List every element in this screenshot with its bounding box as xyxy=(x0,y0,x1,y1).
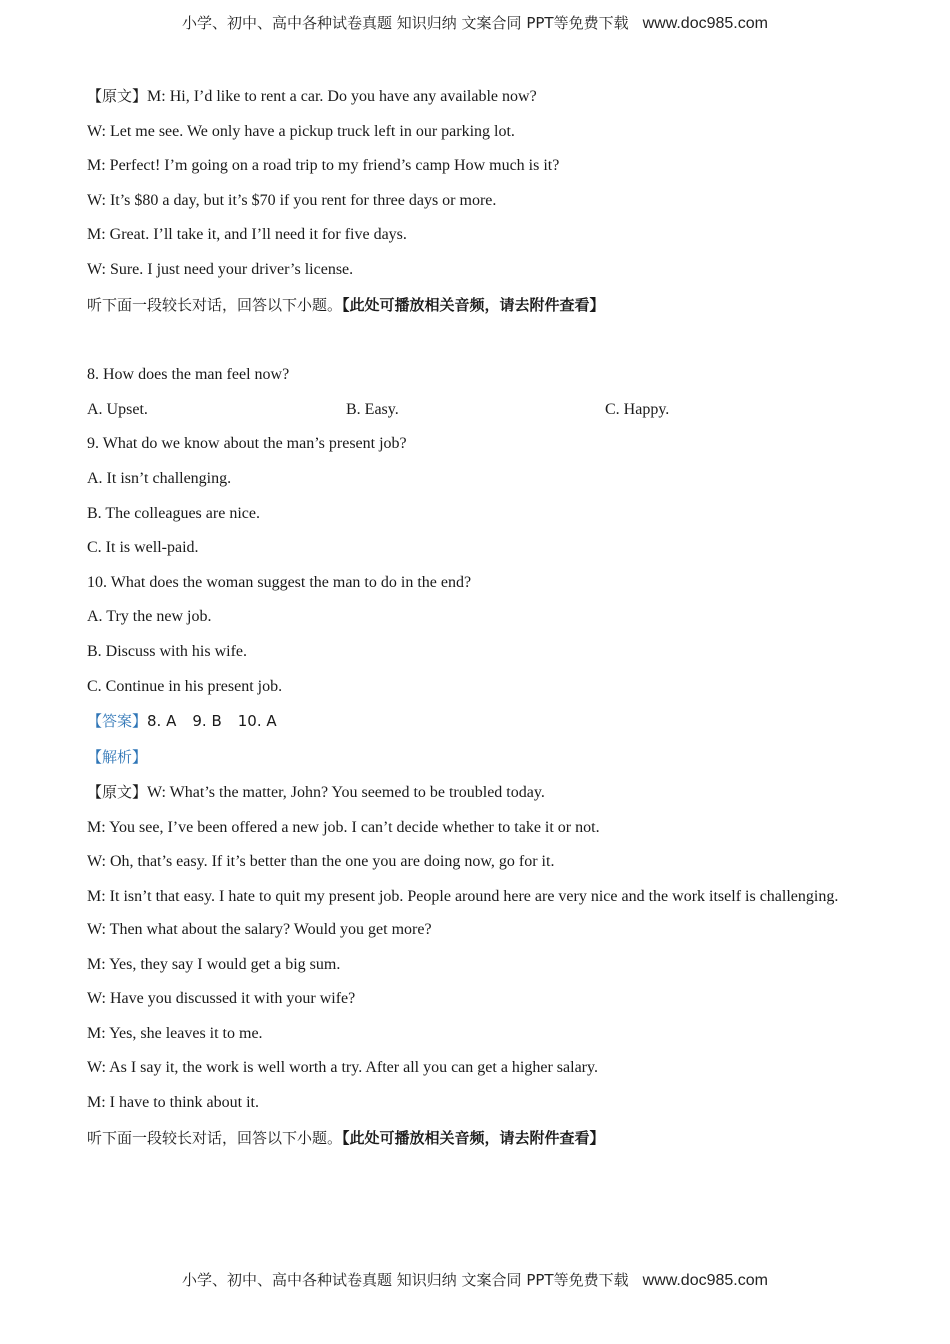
header-banner xyxy=(0,12,950,33)
dialogue-line: M: Perfect! I’m going on a road trip to my friend’s camp How much is it? xyxy=(87,157,560,175)
analysis-line xyxy=(87,747,877,768)
answer-tag: 【答案】 xyxy=(87,712,148,731)
dialogue-line: W: It’s $80 a day, but it’s $70 if you rent for three days or more. xyxy=(87,191,497,209)
original-text-tag: 【原文】 xyxy=(87,783,148,802)
original-text-tag: 【原文】 xyxy=(87,87,148,105)
listening-instruction: 听下面一段较长对话，回答以下小题。【此处可播放相关音频，请去附件查看】 xyxy=(87,1128,605,1147)
option-b: B. Easy. xyxy=(346,400,399,418)
footer-banner xyxy=(0,1269,950,1290)
option-c: C. Continue in his present job. xyxy=(87,677,283,695)
dialogue-line: M: Great. I’ll take it, and I’ll need it for five days. xyxy=(87,226,407,244)
option-a: A. Upset. xyxy=(87,400,148,418)
option-a: A. Try the new job. xyxy=(87,608,212,626)
audio-note: 【此处可播放相关音频，请去附件查看】 xyxy=(342,1128,605,1147)
footer-url[interactable]: www.doc985.com xyxy=(642,1272,768,1289)
header-url[interactable]: www.doc985.com xyxy=(642,15,768,32)
dialogue-line: W: As I say it, the work is well worth a try. After all you can get a higher salary. xyxy=(87,1059,598,1077)
audio-note: 【此处可播放相关音频，请去附件查看】 xyxy=(342,295,605,314)
dialogue-line: W: Have you discussed it with your wife? xyxy=(87,990,356,1008)
question-9-stem: 9. What do we know about the man’s present job? xyxy=(87,435,407,453)
dialogue-line: M: It isn’t that easy. I hate to quit my present job. People around here are very nice and the work itself is challenging. xyxy=(87,888,839,906)
dialogue-line: M: Yes, she leaves it to me. xyxy=(87,1024,263,1042)
option-b: B. The colleagues are nice. xyxy=(87,504,260,522)
dialogue-line: M: I have to think about it. xyxy=(87,1094,259,1112)
listening-instruction: 听下面一段较长对话，回答以下小题。【此处可播放相关音频，请去附件查看】 xyxy=(87,295,605,314)
option-c: C. Happy. xyxy=(605,400,670,418)
dialogue-line: W: Let me see. We only have a pickup truck left in our parking lot. xyxy=(87,122,515,140)
dialogue-line: 【原文】M: Hi, I’d like to rent a car. Do you have any available now? xyxy=(87,87,537,105)
answer-values: 8. A 9. B 10. A xyxy=(147,712,277,731)
footer-text: 小学、初中、高中各种试卷真题 知识归纳 文案合同 PPT等免费下载 xyxy=(182,1271,629,1289)
document-body xyxy=(87,86,877,1163)
dialogue-line: M: You see, I’ve been offered a new job. I can’t decide whether to take it or not. xyxy=(87,818,600,836)
dialogue-line: W: Then what about the salary? Would you get more? xyxy=(87,921,432,939)
option-b: B. Discuss with his wife. xyxy=(87,642,247,660)
dialogue-line: W: Oh, that’s easy. If it’s better than the one you are doing now, go for it. xyxy=(87,853,555,871)
header-text: 小学、初中、高中各种试卷真题 知识归纳 文案合同 PPT等免费下载 xyxy=(182,14,629,32)
spacer xyxy=(87,330,877,365)
analysis-tag: 【解析】 xyxy=(87,747,148,766)
dialogue-line: M: Yes, they say I would get a big sum. xyxy=(87,955,341,973)
question-8-options xyxy=(87,400,877,420)
question-8-stem: 8. How does the man feel now? xyxy=(87,366,290,384)
option-c: C. It is well-paid. xyxy=(87,539,199,557)
dialogue-line: 【原文】W: What’s the matter, John? You seemed to be troubled today. xyxy=(87,783,545,802)
option-a: A. It isn’t challenging. xyxy=(87,469,232,487)
answer-line xyxy=(87,711,877,732)
dialogue-line: W: Sure. I just need your driver’s license. xyxy=(87,260,354,278)
question-10-stem: 10. What does the woman suggest the man to do in the end? xyxy=(87,573,472,591)
